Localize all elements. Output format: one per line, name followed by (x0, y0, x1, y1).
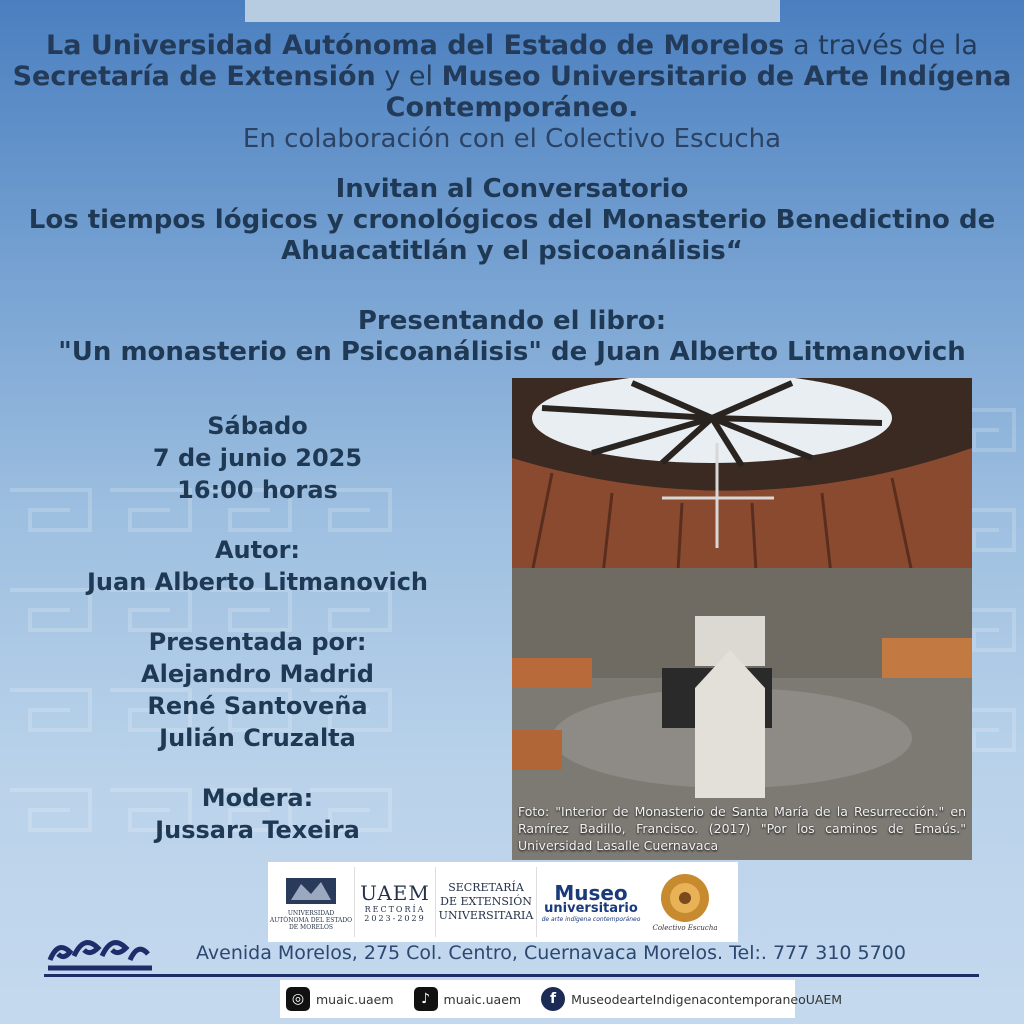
monastery-photo (512, 378, 972, 860)
facebook-icon: f (541, 987, 565, 1011)
colectivo-seal-icon (659, 872, 711, 924)
header-connector: a través de la (784, 30, 978, 61)
invite-line-1: Invitan al Conversatorio (335, 174, 689, 204)
tiktok-handle: muaic.uaem (443, 991, 522, 1007)
top-bar (245, 0, 780, 22)
museo-name-cont: Contemporáneo. (385, 92, 639, 123)
museo-name: Museo Universitario de Arte Indígena (441, 61, 1012, 92)
event-time: 16:00 horas (177, 476, 338, 504)
author-label: Autor: (214, 536, 301, 564)
colectivo-text: Colectivo Escucha (652, 924, 718, 932)
instagram-handle: muaic.uaem (316, 991, 394, 1007)
secretaria-3: UNIVERSITARIA (438, 909, 534, 922)
moderator-name: Jussara Texeira (155, 816, 360, 844)
presenter-1: Alejandro Madrid (141, 660, 374, 688)
sponsor-logos (268, 862, 738, 942)
photo-caption: Foto: "Interior de Monasterio de Santa María de la Resurrección." en Ramírez Badillo, Francisco. (2017) "Por los caminos de Emaús." Universidad Lasalle Cuernavaca (518, 804, 966, 853)
instagram-icon: ◎ (286, 987, 310, 1011)
museo-sub-text: de arte indígena contemporáneo (541, 916, 641, 923)
museo-logo (537, 867, 645, 937)
uaem-name: La Universidad Autónoma del Estado de Morelos (46, 30, 785, 61)
uaem-crest-logo (268, 867, 355, 937)
presenter-2: René Santoveña (147, 692, 368, 720)
event-day: Sábado (207, 412, 308, 440)
uaem-crest-icon (281, 874, 341, 908)
invitation-title (0, 174, 1024, 267)
secretaria-name: Secretaría de Extensión (12, 61, 376, 92)
uaem-rectoria-logo (355, 867, 436, 937)
author-name: Juan Alberto Litmanovich (86, 568, 428, 596)
secretaria-1: SECRETARÍA (448, 881, 524, 894)
book-presentation (0, 306, 1024, 368)
rectoria-text: RECTORÍA (364, 905, 426, 914)
presenter-3: Julián Cruzalta (159, 724, 356, 752)
secretaria-2: DE EXTENSIÓN (440, 895, 532, 908)
book-line-1: Presentando el libro: (357, 306, 667, 336)
presented-label: Presentada por: (148, 628, 367, 656)
uaem-text: UAEM (360, 881, 430, 905)
address-line: Avenida Morelos, 275 Col. Centro, Cuernavaca Morelos. Tel:. 777 310 5700 (196, 942, 906, 964)
colectivo-escucha-logo (645, 867, 725, 937)
secretaria-logo (436, 867, 537, 937)
collaboration-line: En colaboración con el Colectivo Escucha (242, 124, 782, 154)
social-bar (280, 980, 843, 1018)
header-connector-2: y el (375, 61, 442, 92)
invite-line-3: Ahuacatitlán y el psicoanálisis“ (281, 236, 743, 266)
event-date: 7 de junio 2025 (152, 444, 363, 472)
book-line-2: "Un monasterio en Psicoanálisis" de Juan Alberto Litmanovich (58, 337, 966, 367)
tiktok-icon: ♪ (414, 987, 438, 1011)
event-info (50, 410, 465, 846)
tiktok-link[interactable] (414, 987, 522, 1011)
museum-wave-logo (44, 930, 156, 978)
rectoria-years: 2023-2029 (364, 914, 426, 923)
museo-text: Museo (554, 881, 628, 905)
footer-divider (44, 974, 979, 977)
organizers-header (0, 30, 1024, 155)
facebook-link[interactable] (541, 987, 842, 1011)
facebook-handle: MuseodearteIndigenacontemporaneoUAEM (571, 991, 843, 1007)
universitario-text: universitario (544, 901, 638, 916)
monastery-interior-illustration (512, 378, 972, 860)
moderator-label: Modera: (201, 784, 314, 812)
instagram-link[interactable] (286, 987, 394, 1011)
uaem-crest-text: UNIVERSIDAD AUTÓNOMA DEL ESTADO DE MORELOS (269, 909, 353, 931)
invite-line-2: Los tiempos lógicos y cronológicos del Monasterio Benedictino de (28, 205, 996, 235)
